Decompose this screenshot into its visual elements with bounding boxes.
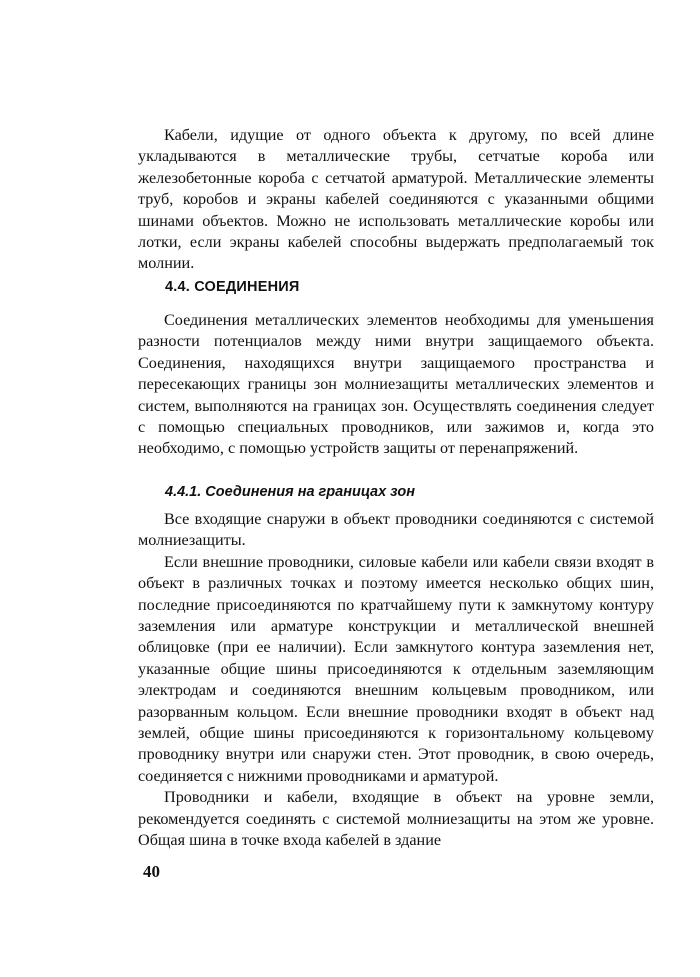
subsection-title: 4.4.1. Соединения на границах зон	[165, 484, 415, 500]
subsection-paragraph-3: Проводники и кабели, входящие в объект на уровне земли, рекомендуется соединять с системой молниезащиты на этом же уровне. Общая шина в точке входа кабелей в здание	[138, 788, 654, 850]
page-number: 40	[143, 862, 160, 881]
intro-paragraph: Кабели, идущие от одного объекта к другому, по всей длине укладываются в металлические трубы, сетчатые короба или железобетонные короба с сетчатой арматурой. Металлические элементы труб, коробов и экраны кабелей соединяются с указанными общими шинами объектов. Можно не использовать металлические коробы или лотки, если экраны кабелей способны выдержать предполагаемый ток молнии.	[138, 126, 654, 273]
subsection-paragraph-2: Если внешние проводники, силовые кабели или кабели связи входят в объект в различных точках и поэтому имеется несколько общих шин, последние присоединяются по кратчайшему пути к замкнутому контуру заземления или арматуре конструкции и металлической внешней облицовке (при ее наличии). Если замкнутого контура заземления нет, указанные общие шины присоединяются к отдельным заземляющим электродам и соединяются внешним кольцевым проводником, или разорванным кольцом. Если внешние проводники входят в объект над землей, общие шины присоединяются к горизонтальному кольцевому проводнику внутри или снаружи стен. Этот проводник, в свою очередь, соединяется с нижними проводниками и арматурой.	[138, 552, 654, 785]
subsection-paragraph-block	[138, 509, 654, 852]
subsection-paragraph-1: Все входящие снаружи в объект проводники соединяются с системой молниезащиты.	[138, 510, 654, 550]
section-paragraph: Соединения металлических элементов необходимы для уменьшения разности потенциалов между ними внутри защищаемого объекта. Соединения, находящихся внутри защищаемого пространства и пересекающих границы зон молниезащиты металлических элементов и систем, выполняются на границах зон. Осуществлять соединения следует с помощью специальных проводников, или зажимов и, когда это необходимо, с помощью устройств защиты от перенапряжений.	[138, 311, 654, 458]
section-title: 4.4. СОЕДИНЕНИЯ	[165, 279, 300, 295]
intro-paragraph-block	[138, 125, 654, 275]
section-paragraph-block	[138, 310, 654, 460]
